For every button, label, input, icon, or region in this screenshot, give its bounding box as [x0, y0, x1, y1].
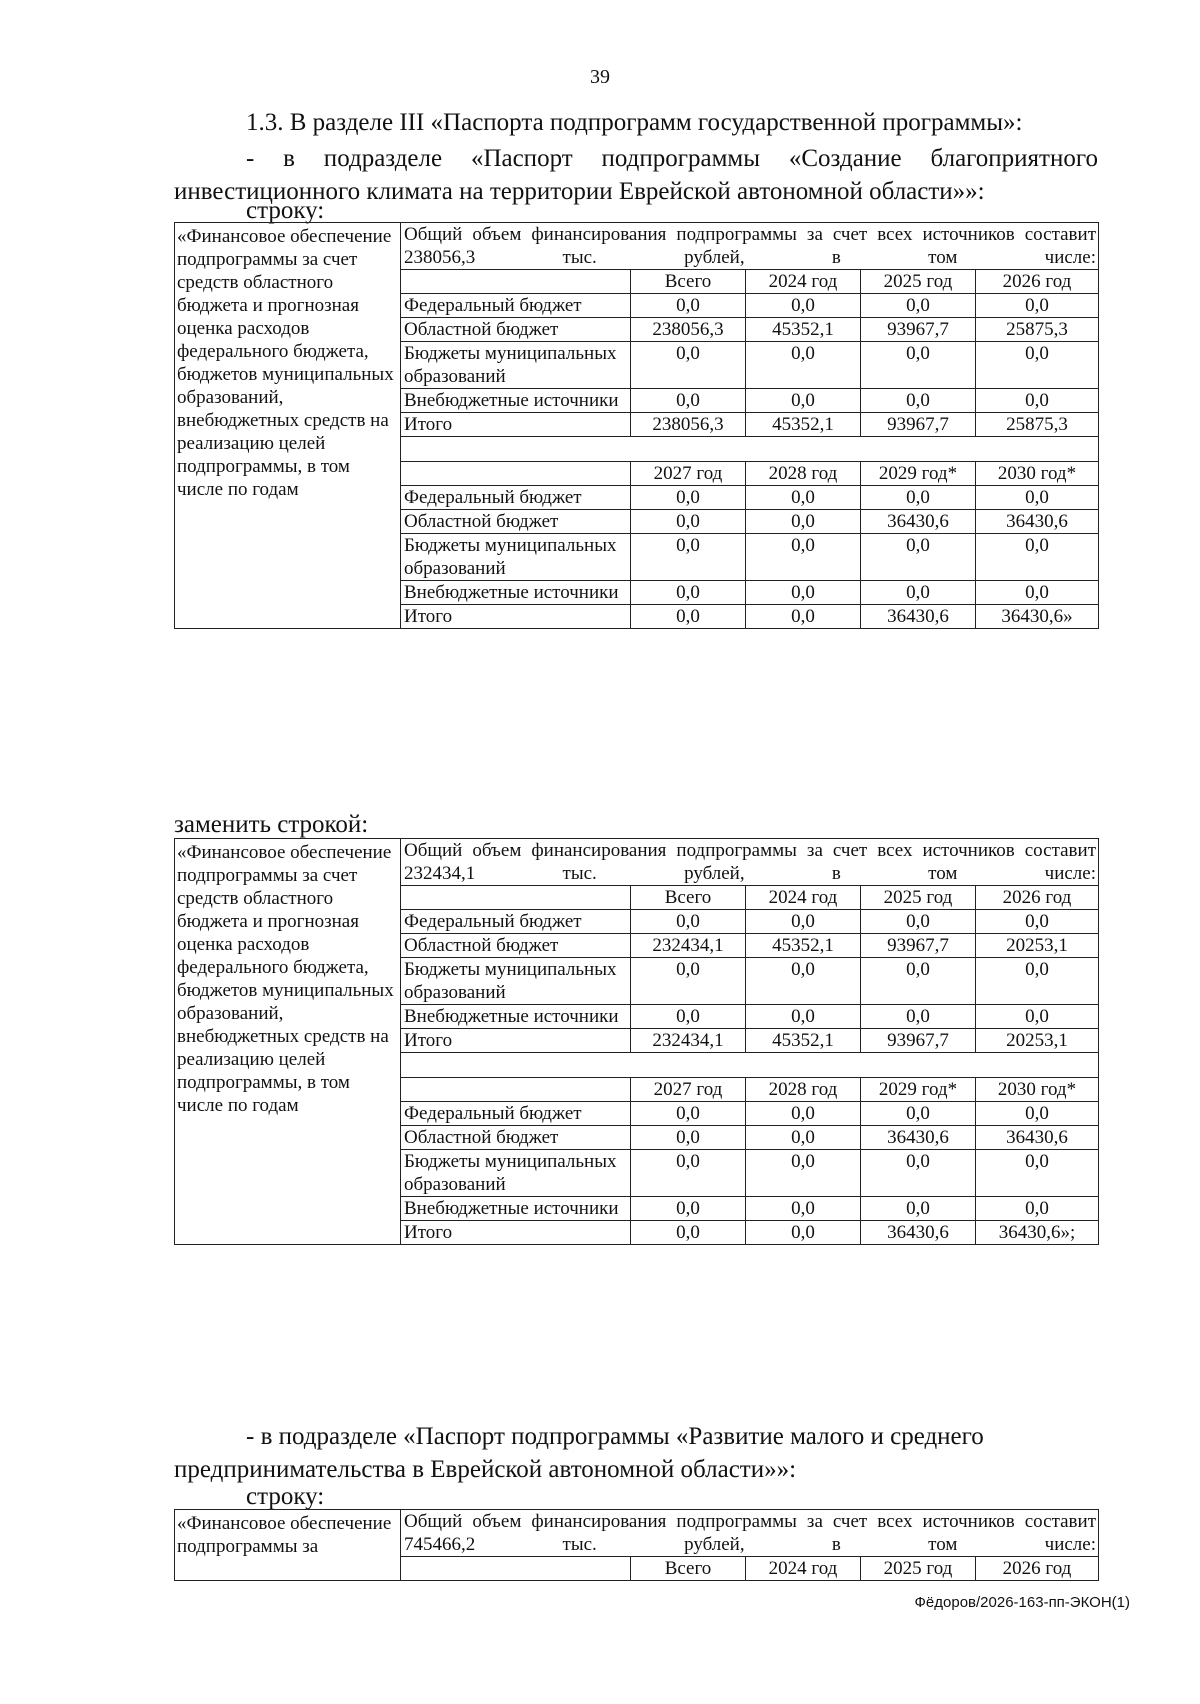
header-cell: Всего: [631, 270, 746, 294]
value-cell: 0,0: [861, 1005, 976, 1029]
value-cell: 36430,6»: [976, 605, 1099, 629]
value-cell: 0,0: [976, 534, 1099, 581]
source-cell: Бюджеты муниципальных образований: [401, 342, 631, 389]
header-cell: 2024 год: [746, 886, 861, 910]
header-cell: 2027 год: [631, 1078, 746, 1102]
value-cell: 0,0: [631, 1126, 746, 1150]
header-cell: [401, 886, 631, 910]
header-cell: 2025 год: [861, 270, 976, 294]
header-cell: 2025 год: [861, 886, 976, 910]
value-cell: 20253,1: [976, 1029, 1099, 1053]
value-cell: 0,0: [631, 910, 746, 934]
source-cell: Федеральный бюджет: [401, 486, 631, 510]
value-cell: 0,0: [976, 342, 1099, 389]
value-cell: 0,0: [976, 1005, 1099, 1029]
value-cell: 0,0: [746, 294, 861, 318]
subsection-2-intro: - в подразделе «Паспорт подпрограммы «Развитие малого и среднего предпринимательства в Еврейской автономной области»»:: [174, 1423, 984, 1483]
finance-total-line: Общий объем финансирования подпрограммы за счет всех источников составит 745466,2 тыс. рублей, в том числе:: [401, 1510, 1099, 1557]
header-cell: [401, 1557, 631, 1581]
header-cell: [401, 1078, 631, 1102]
spacer-cell: [401, 1053, 1099, 1078]
value-cell: 0,0: [631, 605, 746, 629]
source-cell: Внебюджетные источники: [401, 1197, 631, 1221]
value-cell: 20253,1: [976, 934, 1099, 958]
label-stroku-2: строку:: [246, 1483, 325, 1510]
value-cell: 0,0: [861, 1150, 976, 1197]
value-cell: 0,0: [631, 1150, 746, 1197]
value-cell: 0,0: [861, 958, 976, 1005]
value-cell: 0,0: [861, 486, 976, 510]
page-number: 39: [590, 66, 610, 88]
value-cell: 0,0: [746, 605, 861, 629]
value-cell: 0,0: [631, 1197, 746, 1221]
value-cell: 0,0: [976, 1102, 1099, 1126]
finance-table-new: [174, 838, 1099, 1245]
source-cell: Итого: [401, 1221, 631, 1245]
value-cell: 0,0: [976, 294, 1099, 318]
value-cell: 0,0: [746, 958, 861, 1005]
value-cell: 0,0: [631, 958, 746, 1005]
finance-table-sme: [174, 1509, 1099, 1581]
value-cell: 0,0: [631, 486, 746, 510]
finance-table-left-label: «Финансовое обеспечение подпрограммы за счет средств областного бюджета и прогнозная оценка расходов федерального бюджета, бюджетов муниципальных образований, внебюджетных средств на реализацию целей подпрограммы, в том числе по годам: [175, 223, 401, 629]
header-cell: 2030 год*: [976, 462, 1099, 486]
value-cell: 0,0: [631, 294, 746, 318]
value-cell: 0,0: [861, 910, 976, 934]
header-cell: 2028 год: [746, 462, 861, 486]
value-cell: 0,0: [631, 581, 746, 605]
value-cell: 0,0: [976, 910, 1099, 934]
value-cell: 0,0: [631, 510, 746, 534]
value-cell: 45352,1: [746, 1029, 861, 1053]
value-cell: 232434,1: [631, 1029, 746, 1053]
value-cell: 0,0: [746, 1150, 861, 1197]
label-stroku-1: строку:: [246, 197, 325, 224]
value-cell: 0,0: [861, 389, 976, 413]
spacer-cell: [401, 437, 1099, 462]
finance-total-line: Общий объем финансирования подпрограммы за счет всех источников составит 238056,3 тыс. рублей, в том числе:: [401, 223, 1099, 270]
finance-table-old: [174, 222, 1099, 629]
header-cell: [401, 270, 631, 294]
value-cell: 36430,6: [861, 1221, 976, 1245]
source-cell: Итого: [401, 1029, 631, 1053]
source-cell: Итого: [401, 413, 631, 437]
value-cell: 0,0: [631, 389, 746, 413]
value-cell: 0,0: [746, 1221, 861, 1245]
source-cell: Федеральный бюджет: [401, 1102, 631, 1126]
value-cell: 0,0: [976, 1197, 1099, 1221]
header-cell: 2024 год: [746, 1557, 861, 1581]
finance-table-left-label: «Финансовое обеспечение подпрограммы за: [175, 1510, 401, 1581]
value-cell: 0,0: [746, 910, 861, 934]
label-zamenit: заменить строкой:: [174, 811, 369, 838]
header-cell: 2028 год: [746, 1078, 861, 1102]
section-heading: 1.3. В разделе III «Паспорта подпрограмм государственной программы»:: [246, 109, 1023, 136]
value-cell: 93967,7: [861, 318, 976, 342]
subsection-1-intro: - в подразделе «Паспорт подпрограммы «Создание благоприятного инвестиционного климата на территории Еврейской автономной области»»:: [174, 145, 1098, 205]
value-cell: 0,0: [631, 1221, 746, 1245]
header-cell: 2024 год: [746, 270, 861, 294]
source-cell: Бюджеты муниципальных образований: [401, 534, 631, 581]
header-cell: 2025 год: [861, 1557, 976, 1581]
value-cell: 0,0: [861, 534, 976, 581]
value-cell: 0,0: [746, 389, 861, 413]
header-cell: 2029 год*: [861, 1078, 976, 1102]
value-cell: 36430,6: [976, 1126, 1099, 1150]
value-cell: 232434,1: [631, 934, 746, 958]
finance-table-left-label: «Финансовое обеспечение подпрограммы за счет средств областного бюджета и прогнозная оценка расходов федерального бюджета, бюджетов муниципальных образований, внебюджетных средств на реализацию целей подпрограммы, в том числе по годам: [175, 839, 401, 1245]
source-cell: Областной бюджет: [401, 318, 631, 342]
value-cell: 36430,6: [976, 510, 1099, 534]
value-cell: 0,0: [631, 1005, 746, 1029]
value-cell: 0,0: [746, 1126, 861, 1150]
value-cell: 0,0: [976, 486, 1099, 510]
source-cell: Внебюджетные источники: [401, 389, 631, 413]
header-cell: Всего: [631, 886, 746, 910]
source-cell: Внебюджетные источники: [401, 581, 631, 605]
source-cell: Внебюджетные источники: [401, 1005, 631, 1029]
value-cell: 0,0: [746, 510, 861, 534]
value-cell: 36430,6»;: [976, 1221, 1099, 1245]
value-cell: 0,0: [976, 389, 1099, 413]
value-cell: 0,0: [746, 486, 861, 510]
value-cell: 93967,7: [861, 413, 976, 437]
header-cell: 2027 год: [631, 462, 746, 486]
value-cell: 45352,1: [746, 413, 861, 437]
source-cell: Бюджеты муниципальных образований: [401, 958, 631, 1005]
value-cell: 0,0: [976, 958, 1099, 1005]
value-cell: 0,0: [861, 1102, 976, 1126]
value-cell: 93967,7: [861, 934, 976, 958]
source-cell: Областной бюджет: [401, 510, 631, 534]
value-cell: 45352,1: [746, 934, 861, 958]
value-cell: 0,0: [746, 342, 861, 389]
value-cell: 0,0: [861, 294, 976, 318]
header-cell: Всего: [631, 1557, 746, 1581]
value-cell: 45352,1: [746, 318, 861, 342]
value-cell: 0,0: [861, 581, 976, 605]
value-cell: 0,0: [861, 342, 976, 389]
document-footer-code: Фёдоров/2026-163-пп-ЭКОН(1): [914, 1594, 1130, 1611]
header-cell: [401, 462, 631, 486]
value-cell: 36430,6: [861, 605, 976, 629]
value-cell: 0,0: [631, 1102, 746, 1126]
source-cell: Областной бюджет: [401, 1126, 631, 1150]
value-cell: 36430,6: [861, 510, 976, 534]
header-cell: 2030 год*: [976, 1078, 1099, 1102]
value-cell: 36430,6: [861, 1126, 976, 1150]
finance-total-line: Общий объем финансирования подпрограммы за счет всех источников составит 232434,1 тыс. рублей, в том числе:: [401, 839, 1099, 886]
header-cell: 2029 год*: [861, 462, 976, 486]
value-cell: 0,0: [976, 1150, 1099, 1197]
value-cell: 0,0: [746, 1102, 861, 1126]
value-cell: 238056,3: [631, 318, 746, 342]
value-cell: 0,0: [746, 581, 861, 605]
source-cell: Областной бюджет: [401, 934, 631, 958]
source-cell: Федеральный бюджет: [401, 910, 631, 934]
value-cell: 25875,3: [976, 318, 1099, 342]
header-cell: 2026 год: [976, 1557, 1099, 1581]
value-cell: 25875,3: [976, 413, 1099, 437]
header-cell: 2026 год: [976, 270, 1099, 294]
source-cell: Федеральный бюджет: [401, 294, 631, 318]
source-cell: Итого: [401, 605, 631, 629]
value-cell: 0,0: [746, 1005, 861, 1029]
value-cell: 93967,7: [861, 1029, 976, 1053]
header-cell: 2026 год: [976, 886, 1099, 910]
source-cell: Бюджеты муниципальных образований: [401, 1150, 631, 1197]
value-cell: 0,0: [631, 534, 746, 581]
value-cell: 0,0: [631, 342, 746, 389]
value-cell: 238056,3: [631, 413, 746, 437]
value-cell: 0,0: [746, 1197, 861, 1221]
value-cell: 0,0: [861, 1197, 976, 1221]
value-cell: 0,0: [976, 581, 1099, 605]
value-cell: 0,0: [746, 534, 861, 581]
